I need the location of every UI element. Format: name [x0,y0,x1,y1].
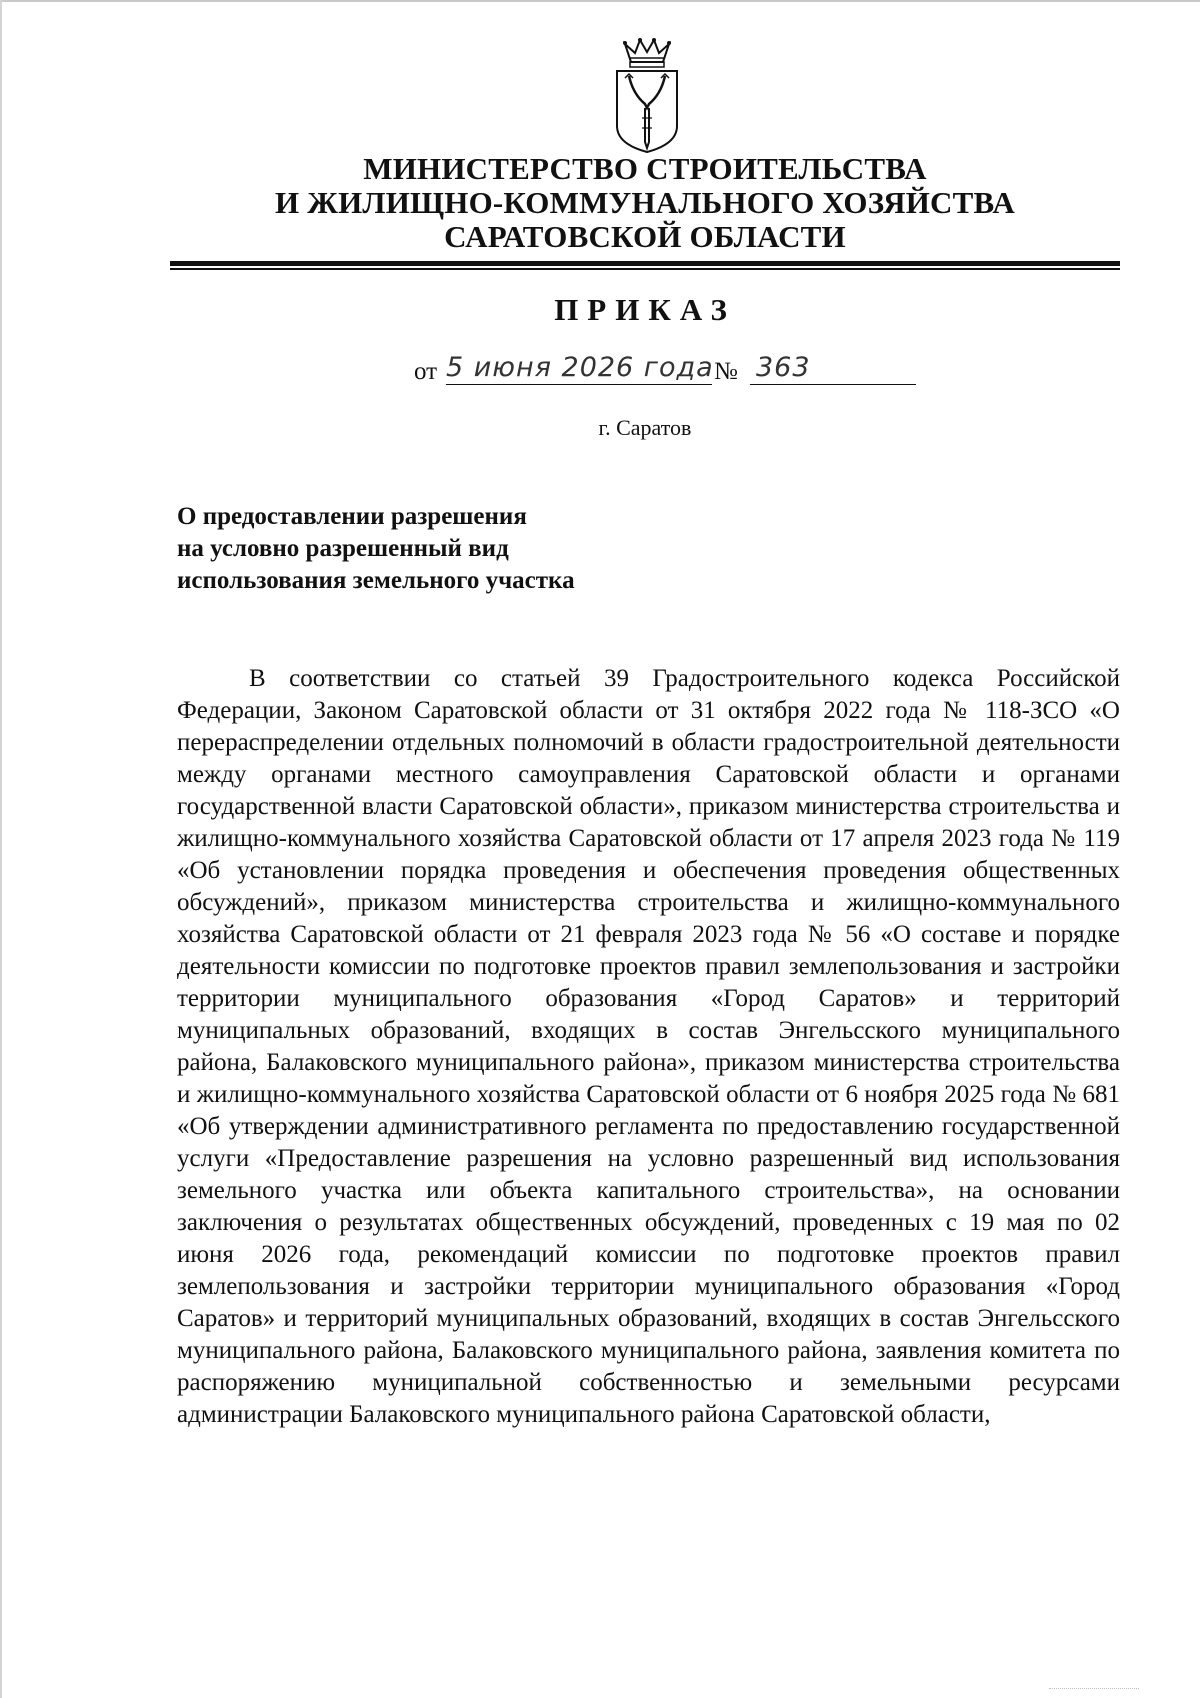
subject-line-3: использования земельного участка [177,567,575,594]
order-body-paragraph: В соответствии со статьей 39 Градостроительного кодекса Российской Федерации, Законом Саратовской области от 31 октября 2022 года № 118-ЗСО «О перераспределении отдельных полномочий в области градостроительной деятельности между органами местного самоуправления Саратовской области и органами государственной власти Саратовской области», приказом министерства строительства и жилищно-коммунального хозяйства Саратовской области от 17 апреля 2023 года № 119 «Об установлении порядка проведения и обеспечения проведения общественных обсуждений», приказом министерства строительства и жилищно-коммунального хозяйства Саратовской области от 21 февраля 2023 года № 56 «О составе и порядке деятельности комиссии по подготовке проектов правил землепользования и застройки территории муниципального образования «Город Саратов» и территорий муниципальных образований, входящих в состав Энгельсского муниципального района, Балаковского муниципального района», приказом министерства строительства и жилищно-коммунального хозяйства Саратовской области от 6 ноября 2025 года № 681 «Об утверждении административного регламента по предоставлению государственной услуги «Предоставление разрешения на условно разрешенный вид использования земельного участка или объекта капитального строительства», на основании заключения о результатах общественных обсуждений, проведенных с 19 мая по 02 июня 2026 года, рекомендаций комиссии по подготовке проектов правил землепользования и застройки территории муниципального образования «Город Саратов» и территорий муниципальных образований, входящих в состав Энгельсского муниципального района, Балаковского муниципального района, заявления комитета по распоряжению муниципальной собственностью и земельными ресурсами администрации Балаковского муниципального района Саратовской области, [177,665,1120,1428]
subject-line-1: О предоставлении разрешения [177,503,527,530]
order-subject [177,501,575,597]
ministry-line-1: МИНИСТЕРСТВО СТРОИТЕЛЬСТВА [363,151,927,186]
scan-edge-left [0,0,2,1698]
scan-artifact-line [1049,1688,1139,1690]
date-prefix: от [414,358,438,385]
ministry-line-3: САРАТОВСКОЙ ОБЛАСТИ [444,219,846,254]
scan-edge-top [0,0,1200,2]
order-city: г. Саратов [598,415,692,440]
ministry-line-2: И ЖИЛИЩНО-КОММУНАЛЬНОГО ХОЗЯЙСТВА [274,185,1016,220]
subject-line-2: на условно разрешенный вид [177,535,509,562]
number-prefix: № [714,358,738,385]
order-date-field: 5 июня 2026 года [446,352,714,383]
order-title: ПРИКАЗ [554,292,736,327]
order-number-field: 363 [750,352,916,385]
ministry-name [170,152,1120,254]
header-rule-thin [170,268,1120,270]
saratov-coat-of-arms-icon [609,38,685,154]
header-rule-thick [170,261,1120,266]
